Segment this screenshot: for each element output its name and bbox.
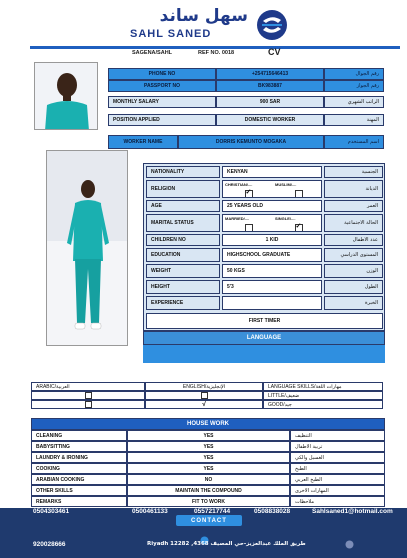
- lang-english-little-cell: [145, 391, 263, 400]
- weight-label-ar: الوزن: [324, 264, 383, 278]
- logo-english-text: SAHL SANED: [130, 28, 212, 40]
- house-work-label: ARABIAN COOKING: [31, 474, 127, 485]
- ref-number: REF NO. 0018: [198, 50, 235, 56]
- phone-label: PHONE NO: [108, 68, 216, 80]
- house-work-label-ar: ملاحظات: [290, 496, 385, 507]
- salary-label: MONTHLY SALARY: [108, 96, 216, 108]
- marital-single-label: SINGLE/....: [275, 216, 296, 221]
- phone-value: +254715646413: [216, 68, 324, 80]
- house-work-value: YES: [127, 452, 290, 463]
- house-work-value: YES: [127, 441, 290, 452]
- house-work-label: REMARKS: [31, 496, 127, 507]
- education-label: EDUCATION: [146, 248, 220, 262]
- logo-arabic-text: سهل ساند: [159, 6, 248, 26]
- marital-status-label-ar: الحالة الاجتماعية: [324, 214, 383, 232]
- house-work-label: CLEANING: [31, 430, 127, 441]
- language-title: LANGUAGE: [143, 331, 385, 345]
- age-label-ar: العمر: [324, 200, 383, 212]
- footer-phone-3: 0557217744: [194, 508, 231, 515]
- lang-arabic-little-cell: [31, 391, 145, 400]
- lang-english-good-cell: √: [145, 400, 263, 409]
- house-work-label-ar: الطبخ: [290, 463, 385, 474]
- lang-col-skills: LANGUAGE SKILLS/مهارات اللغة: [263, 382, 383, 391]
- footer-phone-4: 0508838028: [254, 508, 291, 515]
- lang-row-good: GOOD/جيد: [263, 400, 383, 409]
- passport-value: BK983887: [216, 80, 324, 92]
- nationality-label-ar: الجنسية: [324, 166, 383, 178]
- experience-label: EXPERIENCE: [146, 296, 220, 310]
- phone-label-ar: رقم الجوال: [324, 68, 384, 80]
- age-value: 25 YEARS OLD: [222, 200, 322, 212]
- lang-col-english: ENGLISH/الإنجليزية: [145, 382, 263, 391]
- lang-arabic-little-checkbox[interactable]: [85, 392, 92, 399]
- contact-label: CONTACT: [191, 517, 227, 524]
- salary-label-ar: الراتب الشهري: [324, 96, 384, 108]
- house-work-value: NO: [127, 474, 290, 485]
- house-work-label: BABYSITTING: [31, 441, 127, 452]
- religion-options: [222, 180, 322, 198]
- portrait-photo: [34, 62, 98, 130]
- salary-value: 900 SAR: [216, 96, 324, 108]
- lang-col-arabic: ARABIC/العربية: [31, 382, 145, 391]
- age-label: AGE: [146, 200, 220, 212]
- education-label-ar: المستوى الدراسي: [324, 248, 383, 262]
- house-work-label: COOKING: [31, 463, 127, 474]
- house-work-label-ar: التنظيف: [290, 430, 385, 441]
- cv-title: CV: [268, 47, 281, 57]
- house-work-value: YES: [127, 430, 290, 441]
- marital-married-checkbox[interactable]: [245, 224, 253, 232]
- header-rule: [30, 46, 400, 49]
- position-value: DOMESTIC WORKER: [216, 114, 324, 126]
- nationality-label: NATIONALITY: [146, 166, 220, 178]
- position-label-ar: المهنة: [324, 114, 384, 126]
- height-label: HEIGHT: [146, 280, 220, 294]
- house-work-title: HOUSE WORK: [31, 418, 385, 430]
- children-label-ar: عدد الاطفال: [324, 234, 383, 246]
- passport-label: PASSPORT NO: [108, 80, 216, 92]
- lang-row-little: LITTLE/ضعيف: [263, 391, 383, 400]
- language-spacer: [143, 345, 385, 363]
- marital-status-options: [222, 214, 322, 232]
- religion-muslim-checkbox[interactable]: [295, 190, 303, 198]
- worker-name-label: WORKER NAME: [108, 135, 178, 149]
- position-label: POSITION APPLIED: [108, 114, 216, 126]
- religion-muslim-label: MUSLIM/....: [275, 182, 297, 187]
- experience-blank: [222, 296, 322, 310]
- weight-value: 50 KGS: [222, 264, 322, 278]
- house-work-label-ar: الطبخ العربي: [290, 474, 385, 485]
- footer-email[interactable]: Sahlsaned1@hotmail.com: [312, 508, 393, 515]
- children-label: CHILDREN NO: [146, 234, 220, 246]
- lang-arabic-good-checkbox[interactable]: [85, 401, 92, 408]
- house-work-label-ar: تربية الاطفال: [290, 441, 385, 452]
- location-icon: [345, 540, 354, 549]
- logo-emblem-icon: [254, 8, 290, 42]
- house-work-value: MAINTAIN THE COMPOUND: [127, 485, 290, 496]
- marital-single-check-mark-icon: ✓: [295, 223, 302, 230]
- religion-label-ar: الديانة: [324, 180, 383, 198]
- footer-phone-5: 920028666: [33, 541, 66, 548]
- height-value: 5'3: [222, 280, 322, 294]
- marital-married-label: MARRIED/....: [225, 216, 250, 221]
- religion-christian-check-mark-icon: ✓: [245, 189, 252, 196]
- house-work-label: OTHER SKILLS: [31, 485, 127, 496]
- nationality-value: KENYAN: [222, 166, 322, 178]
- house-work-value: FIT TO WORK: [127, 496, 290, 507]
- worker-name-label-ar: اسم المستخدم: [324, 135, 384, 149]
- footer-phone-2: 0500461133: [132, 508, 168, 515]
- religion-christian-label: CHRISTIAN/....: [225, 182, 253, 187]
- religion-label: RELIGION: [146, 180, 220, 198]
- lang-arabic-good-cell: [31, 400, 145, 409]
- weight-label: WEIGHT: [146, 264, 220, 278]
- education-value: HIGHSCHOOL GRADUATE: [222, 248, 322, 262]
- house-work-label: LAUNDRY & IRONING: [31, 452, 127, 463]
- marital-status-label: MARITAL STATUS: [146, 214, 220, 232]
- worker-name-value: DORRIS KEMUNTO MOGAKA: [178, 135, 324, 149]
- contact-tab: [176, 515, 242, 526]
- experience-value: FIRST TIMER: [146, 313, 383, 329]
- children-value: 1 KID: [222, 234, 322, 246]
- lang-english-little-checkbox[interactable]: [201, 392, 208, 399]
- height-label-ar: الطول: [324, 280, 383, 294]
- company-logo: [122, 6, 292, 46]
- house-work-label-ar: المهارات الاخرى: [290, 485, 385, 496]
- experience-label-ar: الخبرة: [324, 296, 383, 310]
- house-work-value: YES: [127, 463, 290, 474]
- footer-address: Riyadh 12282 ,4368 طريق الملك عبدالعزيز-حي المصيف: [147, 541, 306, 547]
- house-work-label-ar: الغسيل والكي: [290, 452, 385, 463]
- passport-label-ar: رقم الجواز: [324, 80, 384, 92]
- ref-left: SAGENA/SAHL: [132, 50, 173, 56]
- footer-phone-1: 0504303461: [33, 508, 70, 515]
- full-body-photo: [46, 150, 128, 346]
